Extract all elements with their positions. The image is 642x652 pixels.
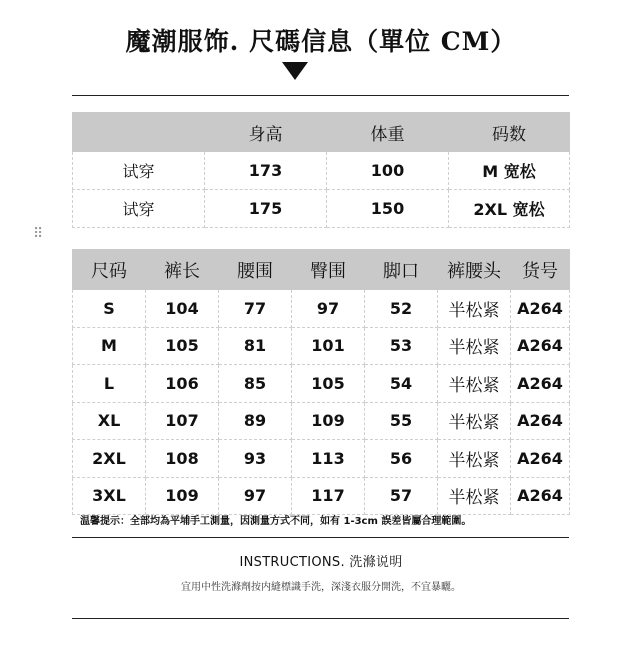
divider xyxy=(72,537,569,538)
table-cell: 56 xyxy=(365,440,438,478)
table-cell: 109 xyxy=(146,477,219,515)
drag-handle-icon[interactable]: ⠿ xyxy=(33,226,43,242)
table-cell: 89 xyxy=(219,402,292,440)
table-cell: S xyxy=(73,290,146,328)
table-cell: L xyxy=(73,365,146,403)
table-cell: 93 xyxy=(219,440,292,478)
table-cell: 97 xyxy=(292,290,365,328)
table-header-row xyxy=(73,250,570,290)
table-row xyxy=(73,152,570,190)
table-header-cell: 臀围 xyxy=(292,250,365,290)
table-cell: 2XL xyxy=(73,440,146,478)
table-cell: A264 xyxy=(511,477,570,515)
table-cell: 半松紧 xyxy=(438,477,511,515)
table-cell: 半松紧 xyxy=(438,365,511,403)
table-row xyxy=(73,440,570,478)
table-cell: 101 xyxy=(292,327,365,365)
table-cell: 试穿 xyxy=(73,152,205,190)
table-cell: 100 xyxy=(327,152,449,190)
table-cell: 半松紧 xyxy=(438,290,511,328)
table-row xyxy=(73,477,570,515)
table-header-cell: 码数 xyxy=(449,113,570,152)
table-cell: 77 xyxy=(219,290,292,328)
table-cell: 105 xyxy=(292,365,365,403)
table-cell: 97 xyxy=(219,477,292,515)
table-cell: A264 xyxy=(511,365,570,403)
table-cell: 85 xyxy=(219,365,292,403)
table-cell: 试穿 xyxy=(73,190,205,228)
table-cell: 113 xyxy=(292,440,365,478)
table-row xyxy=(73,365,570,403)
table-header-cell xyxy=(73,113,205,152)
table-row xyxy=(73,402,570,440)
measurement-note: 温馨提示：全部均為平埔手工測量，因測量方式不同，如有 1-3cm 誤差皆屬合理範圍。 xyxy=(80,516,472,527)
table-cell: M 宽松 xyxy=(449,152,570,190)
table-cell: A264 xyxy=(511,402,570,440)
table-header-cell: 脚口 xyxy=(365,250,438,290)
table-header-cell: 腰围 xyxy=(219,250,292,290)
table-cell: 81 xyxy=(219,327,292,365)
table-header-cell: 体重 xyxy=(327,113,449,152)
wash-instructions: 宜用中性洗滌劑按内縫標識手洗，深淺衣服分開洗，不宜暴曬。 xyxy=(181,582,461,593)
instructions-title: INSTRUCTIONS. 洗滌说明 xyxy=(239,555,403,570)
table-cell: 175 xyxy=(205,190,327,228)
table-cell: 105 xyxy=(146,327,219,365)
table-cell: 52 xyxy=(365,290,438,328)
table-header-row xyxy=(73,113,570,152)
table-row xyxy=(73,190,570,228)
table-cell: 半松紧 xyxy=(438,402,511,440)
table-row xyxy=(73,290,570,328)
table-row xyxy=(73,327,570,365)
table-cell: 150 xyxy=(327,190,449,228)
table-cell: 半松紧 xyxy=(438,327,511,365)
table-cell: 2XL 宽松 xyxy=(449,190,570,228)
table-cell: 3XL xyxy=(73,477,146,515)
table-cell: XL xyxy=(73,402,146,440)
divider xyxy=(72,618,569,619)
size-table xyxy=(72,249,570,515)
down-arrow-icon xyxy=(282,62,308,80)
table-cell: 109 xyxy=(292,402,365,440)
table-header-cell: 身高 xyxy=(205,113,327,152)
table-cell: 107 xyxy=(146,402,219,440)
table-header-cell: 裤长 xyxy=(146,250,219,290)
fitting-table xyxy=(72,112,570,228)
table-cell: 106 xyxy=(146,365,219,403)
table-cell: 53 xyxy=(365,327,438,365)
table-cell: 173 xyxy=(205,152,327,190)
table-cell: A264 xyxy=(511,440,570,478)
table-cell: 55 xyxy=(365,402,438,440)
table-cell: 57 xyxy=(365,477,438,515)
table-cell: M xyxy=(73,327,146,365)
table-cell: A264 xyxy=(511,290,570,328)
table-cell: 54 xyxy=(365,365,438,403)
table-header-cell: 裤腰头 xyxy=(438,250,511,290)
table-cell: 108 xyxy=(146,440,219,478)
table-cell: 117 xyxy=(292,477,365,515)
table-header-cell: 尺码 xyxy=(73,250,146,290)
table-header-cell: 货号 xyxy=(511,250,570,290)
table-cell: 半松紧 xyxy=(438,440,511,478)
page-title: 魔潮服饰. 尺碼信息（單位 CM） xyxy=(125,27,517,56)
table-cell: 104 xyxy=(146,290,219,328)
table-cell: A264 xyxy=(511,327,570,365)
divider xyxy=(72,95,569,96)
